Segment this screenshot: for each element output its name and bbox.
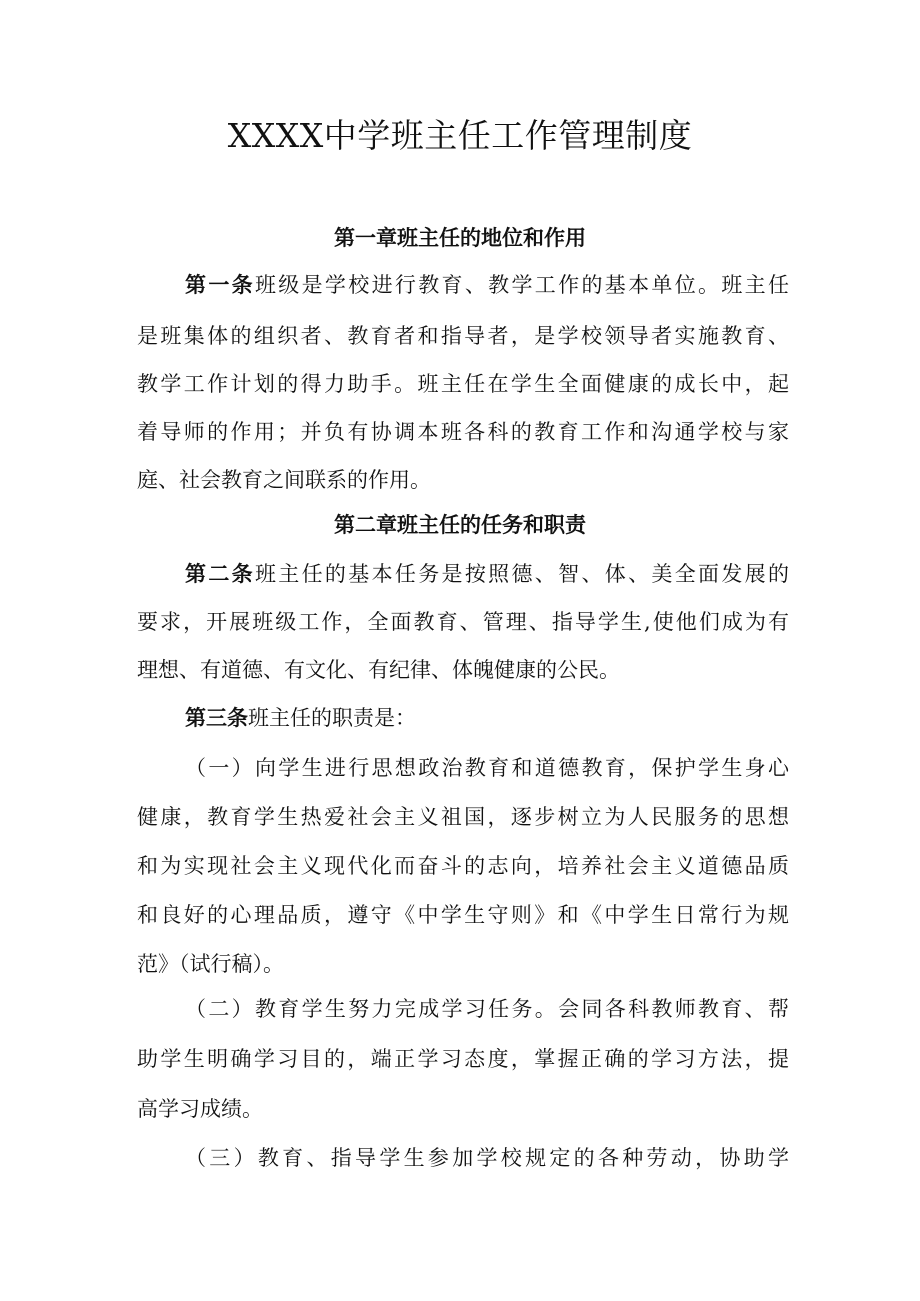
article-2-line-1 — [185, 558, 789, 590]
duty-1-line-4: 和良好的心理品质，遵守《中学生守则》和《中学生日常行为规 — [137, 903, 789, 927]
duty-2-line-1: （二）教育学生努力完成学习任务。会同各科教师教育、帮 — [185, 997, 789, 1021]
article-1-line-1 — [185, 269, 789, 301]
duty-3-line-1: （三）教育、指导学生参加学校规定的各种劳动，协助学 — [185, 1146, 789, 1170]
duty-2-line-2: 助学生明确学习目的，端正学习态度，掌握正确的学习方法，提 — [137, 1047, 789, 1071]
document-title: XXXX中学班主任工作管理制度 — [227, 116, 693, 155]
article-2-text: 班主任的基本任务是按照德、智、体、美全面发展的 — [254, 562, 789, 586]
duty-1-line-1: （一）向学生进行思想政治教育和道德教育，保护学生身心 — [185, 756, 789, 780]
article-1-text: 班级是学校进行教育、教学工作的基本单位。班主任 — [254, 273, 789, 297]
article-2-line-2: 要求，开展班级工作，全面教育、管理、指导学生,使他们成为有 — [137, 610, 789, 634]
duty-2-line-3: 高学习成绩。 — [137, 1097, 263, 1121]
article-3-intro: 班主任的职责是： — [248, 706, 416, 730]
article-3-label: 第三条 — [185, 706, 248, 730]
duty-1-line-2: 健康，教育学生热爱社会主义祖国，逐步树立为人民服务的思想 — [137, 805, 789, 829]
article-3-line-1 — [185, 702, 789, 734]
article-1-line-4: 着导师的作用；并负有协调本班各科的教育工作和沟通学校与家 — [137, 420, 789, 444]
article-2-line-3: 理想、有道德、有文化、有纪律、体魄健康的公民。 — [137, 658, 620, 682]
article-1-line-3: 教学工作计划的得力助手。班主任在学生全面健康的成长中，起 — [137, 372, 789, 396]
article-1-label: 第一条 — [185, 273, 255, 297]
article-2-label: 第二条 — [185, 562, 255, 586]
chapter-2-heading: 第二章班主任的任务和职责 — [334, 513, 586, 537]
duty-1-line-5: 范》（试行稿）。 — [137, 952, 284, 976]
article-1-line-5: 庭、社会教育之间联系的作用。 — [137, 468, 431, 492]
duty-1-line-3: 和为实现社会主义现代化而奋斗的志向，培养社会主义道德品质 — [137, 854, 789, 878]
chapter-1-heading: 第一章班主任的地位和作用 — [334, 226, 586, 250]
article-1-line-2: 是班集体的组织者、教育者和指导者，是学校领导者实施教育、 — [137, 324, 789, 348]
